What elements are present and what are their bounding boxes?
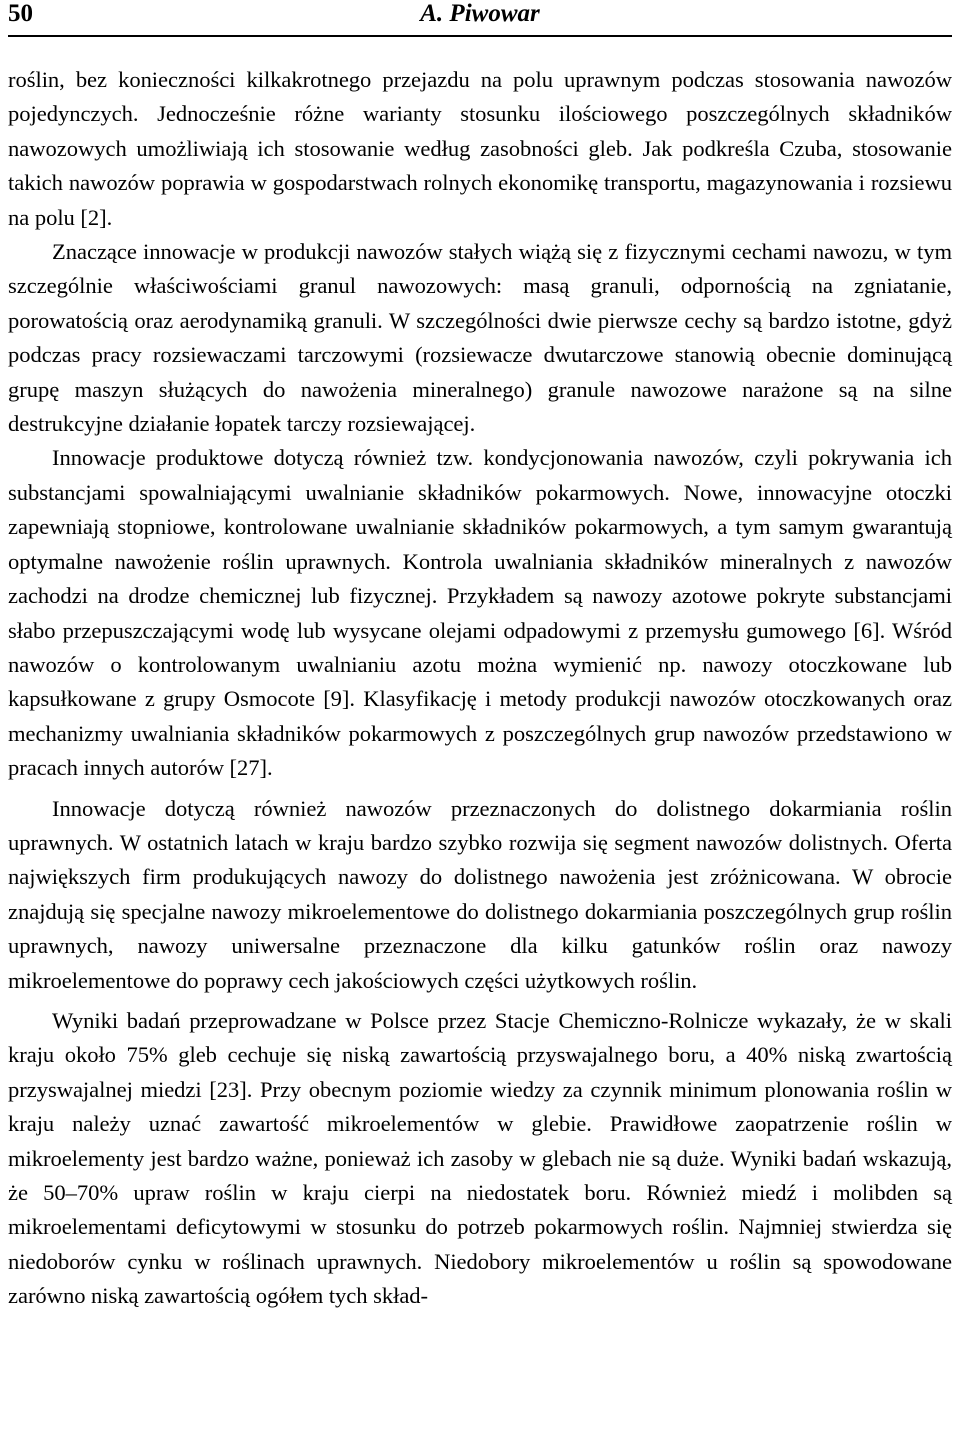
paragraph-conditioning: Innowacje produktowe dotyczą również tzw. kondycjonowania nawozów, czyli pokrywania ich substancjami spowalniającymi uwalnianie składników pokarmowych. Nowe, innowacyjne otoczki zapewniają stopniowe, kontrolowane uwalnianie składników pokarmowych, a tym samym gwarantują optymalne nawożenie roślin uprawnych. Kontrola uwalniania składników mineralnych z nawozów zachodzi na drodze chemicznej lub fizycznej. Przykładem są nawozy azotowe pokryte substancjami słabo przepuszczającymi wodę lub wysycane olejami odpadowymi z przemysłu gumowego [6]. Wśród nawozów o kontrolowanym uwalnianiu azotu można wymienić np. nawozy otoczkowane lub kapsułkowane z grupy Osmocote [9]. Klasyfikację i metody produkcji nawozów otoczkowanych oraz mechanizmy uwalniania składników pokarmowych z poszczególnych grup nawozów przedstawiono w pracach innych autorów [27]. — [8, 445, 952, 781]
paragraph-micronutrients: Wyniki badań przeprowadzane w Polsce przez Stacje Chemiczno-Rolnicze wykazały, że w skali kraju około 75% gleb cechuje się niską zawartością przyswajalnego boru, a 40% niską zwartością przyswajalnej miedzi [23]. Przy obecnym poziomie wiedzy za czynnik minimum plonowania roślin w kraju należy uznać zawartość mikroelementów w glebie. Prawidłowe zaopatrzenie roślin w mikroelementy jest bardzo ważne, ponieważ ich zasoby w glebach nie są duże. Wyniki badań wskazują, że 50–70% upraw roślin w kraju cierpi na niedostatek boru. Również miedź i molibden są mikroelementami deficytowymi w stosunku do potrzeb pokarmowych roślin. Najmniej stwierdza się niedoborów cynku w roślinach uprawnych. Niedobory mikroelementów u roślin są spowodowane zarówno niską zawartością ogółem tych skład- — [8, 1007, 952, 1309]
running-header — [8, 0, 952, 32]
paragraph-innovations-solid-fertilizers: Znaczące innowacje w produkcji nawozów stałych wiążą się z fizycznymi cechami nawozu, w tym szczególnie właściwościami granul nawozowych: masą granuli, odpornością na zgniatanie, porowatością oraz aerodynamiką granuli. W szczególności dwie pierwsze cechy są bardzo istotne, gdyż podczas pracy rozsiewaczami tarczowymi (rozsiewacze dwutarczowe stanowią obecnie dominującą grupę maszyn służących do nawożenia mineralnego) granule nawozowe narażone są na silne destrukcyjne działanie łopatek tarczy rozsiewającej. — [8, 239, 952, 437]
header-rule — [8, 35, 952, 37]
body-text — [8, 63, 952, 1314]
paragraph-continuation: roślin, bez konieczności kilkakrotnego przejazdu na polu uprawnym podczas stosowania nawozów pojedynczych. Jednocześnie różne warianty stosunku ilościowego poszczególnych składników nawozowych umożliwiają ich stosowanie według zasobności gleb. Jak podkreśla Czuba, stosowanie takich nawozów poprawia w gospodarstwach rolnych ekonomikę transportu, magazynowania i rozsiewu na polu [2]. — [8, 67, 952, 230]
paragraph-foliar-fertilizers: Innowacje dotyczą również nawozów przeznaczonych do dolistnego dokarmiania roślin uprawnych. W ostatnich latach w kraju bardzo szybko rozwija się segment nawozów dolistnych. Oferta największych firm produkujących nawozy do dolistnego nawożenia jest zróżnicowana. W obrocie znajdują się specjalne nawozy mikroelementowe do dolistnego dokarmiania poszczególnych grup roślin uprawnych, nawozy uniwersalne przeznaczone dla kilku gatunków roślin oraz nawozy mikroelementowe do poprawy cech jakościowych części użytkowych roślin. — [8, 795, 952, 993]
running-author: A. Piwowar — [420, 0, 540, 27]
page-number: 50 — [8, 0, 33, 27]
